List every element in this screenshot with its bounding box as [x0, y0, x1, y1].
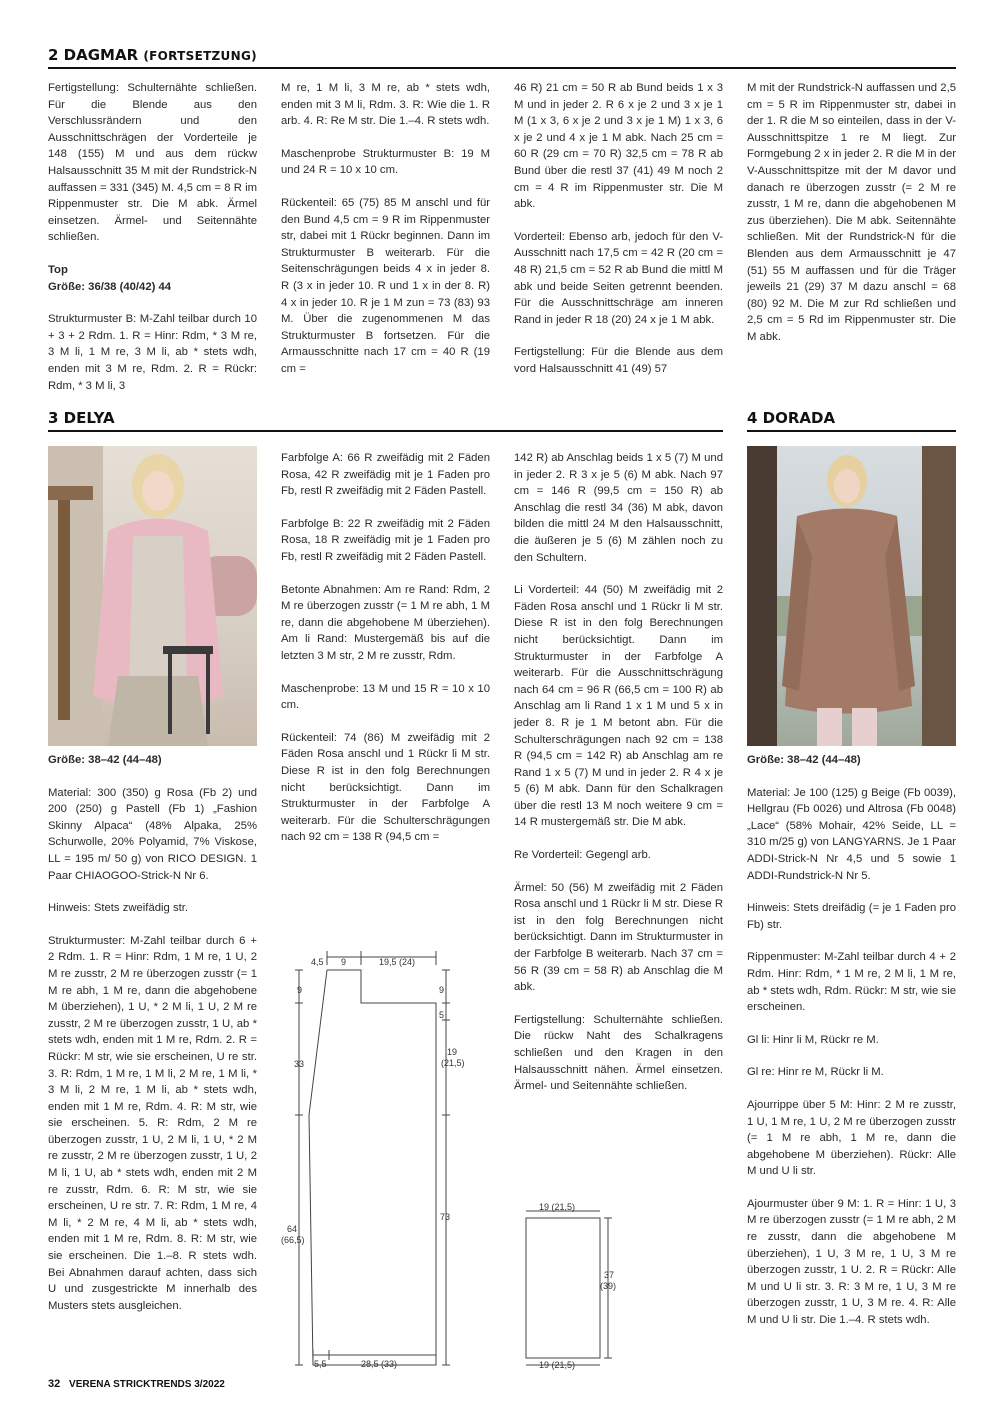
- section-subtitle: (FORTSETZUNG): [143, 49, 257, 63]
- paragraph: Maschenprobe Strukturmuster B: 19 M und 24 R = 10 x 10 cm.: [281, 147, 490, 177]
- magazine-name: VERENA STRICKTRENDS 3/2022: [69, 1379, 225, 1390]
- paragraph: Maschenprobe: 13 M und 15 R = 10 x 10 cm.: [281, 682, 490, 712]
- paragraph: Farbfolge B: 22 R zweifädig mit 2 Fäden Rosa, 18 R zweifädig mit je 1 Faden pro Fb, restl R zweifädig mit 2 Fäden Pastell.: [281, 517, 490, 563]
- hint-text: Hinweis: Stets dreifädig (= je 1 Faden pro Fb) str.: [747, 902, 956, 931]
- dim-label: 37: [604, 1270, 615, 1280]
- section-title: 4 DORADA: [747, 409, 836, 427]
- dim-label: 33: [294, 1059, 305, 1069]
- paragraph: Fertigstellung: Schulternähte schließen. Die rückw Naht des Schalkragens schließen und den Kragen in den Halsausschnitt nähen. Ärmel einsetzen. Ärmel- und Seitennähte schließen.: [514, 1013, 723, 1093]
- paragraph: Vorderteil: Ebenso arb, jedoch für den V-Ausschnitt nach 17,5 cm = 42 R (20 cm = 48 R) 21,5 cm = 52 R ab Bund die mittl M abk und beide Seiten getrennt beenden. Für die Ausschnittschräge am inneren Rand in jeder R 18 (20) 24 x je 1 M abk.: [514, 230, 723, 326]
- page-footer: [48, 1378, 225, 1390]
- paragraph: Ärmel: 50 (56) M zweifädig mit 2 Fäden Rosa anschl und 1 Rückr li M str. Diese R ist in den folg Berechnungen nicht berücksichtigt. Dann im Strukturmuster in der Farbfolge B weiterarb. Nach 37 cm = 56 R (39 cm = 58 R) ab Anschlag die M abk.: [514, 881, 723, 994]
- dorada-photo-illustration: [747, 446, 956, 746]
- dim-label: 9: [341, 957, 347, 967]
- body-outline: [309, 970, 436, 1365]
- paragraph: Strukturmuster B: M-Zahl teilbar durch 10 + 3 + 2 Rdm. 1. R = Hinr: Rdm, * 3 M re, 3 M li, 1 M re, 3 M li, ab * stets wdh, enden mit 3 M re, Rdm. 2. R = Rückr: Rdm, * 3 M li, 3: [48, 313, 257, 392]
- dim-label: 19 (21,5): [539, 1202, 576, 1212]
- paragraph: 142 R) ab Anschlag beids 1 x 5 (7) M und in jeder 2. R 3 x je 5 (6) M abk. Nach 97 cm = 146 R (99,5 cm = 150 R) ab Anschlag die restl 34 (36) M abk, davon bilden die mittl 24 M den Halsausschnitt, die äußeren je 5 (6) M zählen noch zu den Schultern.: [514, 452, 723, 564]
- paragraph: Re Vorderteil: Gegengl arb.: [514, 849, 651, 862]
- dim-label: (66,5): [281, 1235, 305, 1245]
- sleeve-outline: [526, 1218, 600, 1358]
- paragraph: Rückenteil: 74 (86) M zweifädig mit 2 Fäden Rosa anschl und 1 Rückr li M str. Diese R ist in den folg Berechnungen nicht berücksichtigt. Dann im Strukturmuster in der Farbfolge A weiterarb. Für die Schulterschrägungen nach 92 cm = 138 R (94,5 cm =: [281, 731, 490, 844]
- section-header-dagmar: [48, 46, 956, 69]
- paragraph: Fertigstellung: Schulternähte schließen. Für die Blende aus den Verschlussrändern und den Ausschnittschrägen der Vorderteile je 148 (155) M und aus dem rückw Halsausschnitt 35 M mit der Rundstrick-N auffassen = 331 (345) M. 4,5 cm = 8 R im Rippenmuster str. Die M abk. Ärmel einsetzen. Ärmel- und Seitennähte schließen.: [48, 82, 257, 244]
- material-text: Material: 300 (350) g Rosa (Fb 2) und 200 (250) g Pastell (Fb 1) „Fashion Skinny Alpaca“ (48% Alpaka, 25% Schurwolle, 20% Polyamid, 7% Viskose, LL = 195 m/ 50 g) von RICO DESIGN. 1 Paar CHIAOGOO-Strick-N Nr 6.: [48, 786, 257, 882]
- dim-label: 5: [439, 1010, 445, 1020]
- section-title: 3 DELYA: [48, 409, 115, 427]
- dorada-column: [747, 752, 956, 1345]
- material-text: Material: Je 100 (125) g Beige (Fb 0039), Hellgrau (Fb 0026) und Altrosa (Fb 0048) „Lace“ (58% Mohair, 42% Seide, LL = 310 m/25 g) von LANGYARNS. Je 1 Paar ADDI-Strick-N Nr 4,5 und 5 sowie 1 ADDI-Rundstrick-N Nr 5.: [747, 786, 956, 882]
- delya-column-2: [281, 450, 490, 862]
- pattern-text: Strukturmuster: M-Zahl teilbar durch 6 + 2 Rdm. 1. R = Hinr: Rdm, 1 M re, 1 U, 2 M re zusstr, 2 M re überzogen zusstr (= 1 M re abh, 1 M re, dann die abgehobene M überziehen), 1 U, * 2 M li, 1 U, 2 M re zusstr, 2 M re überzogen zusstr, 1 U, ab * stets wdh, enden mit 1 M re, Rdm. 2. R = Rückr: M str, wie sie erscheinen, U re str. 3. R: Rdm, 1 M re, 1 M li, 2 M re, 1 M li, * 3 M li, 2 M re, 1 M li, ab * stets wdh, enden mit 1 M re, Rdm. 4. R: M str, wie sie erscheinen. 5. R: Rdm, 2 M re überzogen zusstr, 1 U, 2 M li, 1 U, * 2 M re zusstr, 2 M re überzogen zusstr, 1 U, 2 M li, 1 U, ab * stets wdh, enden mit 2 M re zusstr, Rdm. 6. R: M str, wie sie erscheinen, U re str. 7. R: Rdm, 1 M re, 4 M li, * 2 M re, 4 M li, ab * stets wdh, enden mit 1 M re, Rdm. 8. R: M str, wie sie erscheinen. Die 1.–8. R stets wdh. Bei Abnahmen darauf achten, dass sich U und zusgestrickte M innerhalb des Musters stets ausgleichen.: [48, 934, 257, 1312]
- dorada-photo: [747, 446, 956, 746]
- dim-label: 19: [447, 1047, 458, 1057]
- size-text: Größe: 38–42 (44–48): [48, 754, 162, 766]
- dagmar-column-3: [514, 80, 723, 394]
- paragraph: 46 R) 21 cm = 50 R ab Bund beids 1 x 3 M und in jeder 2. R 6 x je 2 und 3 x je 1 M (1 x 3, 6 x je 2 und 3 x je 1 M) 1 x 3, 6 x je 2 und 4 x je 1 M abk. Nach 25 cm = 60 R (29 cm = 70 R) 32,5 cm = 78 R ab Bund über die restl 37 (41) 49 M noch 2 cm = 4 R im Rippenmuster str. Die M abk.: [514, 82, 723, 211]
- delya-photo-illustration: [48, 446, 257, 746]
- pattern-text: Rippenmuster: M-Zahl teilbar durch 4 + 2 Rdm. Hinr: Rdm, * 1 M re, 2 M li, 1 M re, ab * stets wdh, Rdm. Rückr: M str, wie sie erscheinen.: [747, 951, 956, 1014]
- delya-photo: [48, 446, 257, 746]
- dagmar-column-1: [48, 80, 257, 410]
- dim-label: 4,5: [311, 957, 324, 967]
- dagmar-column-2: [281, 80, 490, 394]
- dim-label: 19,5 (24): [379, 957, 416, 967]
- dim-label: (39): [600, 1281, 617, 1291]
- hint-text: Hinweis: Stets zweifädig str.: [48, 902, 189, 915]
- pattern-text: Ajourmuster über 9 M: 1. R = Hinr: 1 U, 3 M re überzogen zusstr (= 1 M re abh, 2 M re zusstr, dann die abgehobene M überziehen), 1 U, 3 M re, 1 U, 3 M re überzogen zusstr, 1 U. 2. R = Rückr: Alle M und U li str. 3. R: 3 M re, 1 U, 3 M re überzogen zusstr, 1 U, 3 M re. 4. R: Alle M und U li str. Die 1.–4. R stets wdh.: [747, 1197, 956, 1327]
- dim-label: 73: [440, 1212, 451, 1222]
- paragraph: Li Vorderteil: 44 (50) M zweifädig mit 2 Fäden Rosa anschl und 1 Rückr li M str. Diese R ist in den folg Berechnungen nicht berücksichtigt. Dann im Strukturmuster in der Farbfolge A weiterarb. Für die Ausschnittschrägung nach 64 cm = 96 R (66,5 cm = 100 R) ab Anschlag am li Rand 1 x 1 M und 5 x in jeder 8. R je 1 M betont abn. Für die Schulterschrägungen nach 92 cm = 138 R (94,5 cm = 142 R) ab Anschlag am re Rand 1 x 5 (7) M und in jeder 2. R 4 x je 5 (6) M abk. Dann für den Schalkragen über die restl 13 M noch weitere 9 cm = 14 R mustergemäß str. Die M abk.: [514, 584, 723, 829]
- dim-label: 28,5 (33): [361, 1359, 398, 1369]
- dim-label: (21,5): [441, 1058, 465, 1068]
- delya-sleeve-schematic: [514, 1198, 634, 1373]
- paragraph: Farbfolge A: 66 R zweifädig mit 2 Fäden Rosa, 42 R zweifädig mit je 1 Faden pro Fb, restl R zweifädig mit 2 Fäden Pastell.: [281, 452, 490, 498]
- page-number: 32: [48, 1378, 61, 1390]
- size-text: Größe: 38–42 (44–48): [747, 754, 861, 766]
- delya-column-3: [514, 450, 723, 1111]
- dim-label: 9: [297, 985, 303, 995]
- dagmar-column-4: [747, 80, 956, 362]
- pattern-text: Ajourrippe über 5 M: Hinr: 2 M re zusstr, 1 U, 1 M re, 1 U, 2 M re überzogen zusstr (= 1 M re abh, 1 M re, dann die abgehobene M überziehen). Rückr: Alle M und U li str.: [747, 1098, 956, 1178]
- delya-column-1: [48, 752, 257, 1330]
- dim-label: 5,5: [314, 1359, 327, 1369]
- paragraph: Betonte Abnahmen: Am re Rand: Rdm, 2 M re überzogen zusstr (= 1 M re abh, 1 M re, dann die abgehobene M überziehen). Am li Rand: Mustergemäß bis auf die letzten 3 M str, 2 M re zusstr, Rdm.: [281, 583, 490, 662]
- size-text: Größe: 36/38 (40/42) 44: [48, 280, 172, 293]
- section-header-delya: [48, 409, 723, 432]
- dim-label: 64: [287, 1224, 298, 1234]
- dim-label: 9: [439, 985, 445, 995]
- section-title: 2 DAGMAR: [48, 46, 139, 64]
- paragraph: M re, 1 M li, 3 M re, ab * stets wdh, enden mit 3 M li, Rdm. 3. R: Wie die 1. R arb. 4. R: Re M str. Die 1.–4. R stets wdh.: [281, 82, 490, 128]
- pattern-text: Gl re: Hinr re M, Rückr li M.: [747, 1066, 884, 1079]
- paragraph: Fertigstellung: Für die Blende aus dem vord Halsausschnitt 41 (49) 57: [514, 346, 723, 375]
- paragraph: Rückenteil: 65 (75) 85 M anschl und für den Bund 4,5 cm = 9 R im Rippenmuster str, dabei mit 1 Rückr beginnen. Dann im Strukturmuster B weiterarb. Für die Seitenschrägungen beids 4 x in jeder 8. R (3 x in jeder 10. R und 1 x in der 8. R) 4 x in jeder 10. R je 1 M zun = 73 (83) 93 M. Über die zugenommenen M das Strukturmuster B fortsetzen. Für die Armausschnitte nach 17 cm = 40 R (19 cm =: [281, 196, 490, 375]
- delya-body-schematic: [281, 945, 501, 1375]
- section-header-dorada: [747, 409, 956, 432]
- subheading-top: Top: [48, 263, 68, 276]
- dim-label: 19 (21,5): [539, 1360, 576, 1370]
- paragraph: M mit der Rundstrick-N auffassen und 2,5 cm = 5 R im Rippenmuster str, dabei in der 1. R die M so einteilen, dass in der V-Ausschnittspitze 1 re M liegt. Zur Formgebung 2 x in jeder 2. R die M in der V-Ausschnittspitze mit der M davor und danach re überzogen zusstr (= 2 M re zusstr, 1 M re, dann die abgehobenen M zus überziehen). Die M abk. Seitennähte schließen. Mit der Rundstrick-N für die Blenden aus dem Armausschnitt je 47 (51) 55 M auffassen und für die Träger jeweils 21 (29) 37 M dazu anschl = 68 (80) 92 M. Die M zur Rd schließen und 2,5 cm = 5 Rd im Rippenmuster str. Die M abk.: [747, 82, 956, 343]
- pattern-text: Gl li: Hinr li M, Rückr re M.: [747, 1033, 879, 1046]
